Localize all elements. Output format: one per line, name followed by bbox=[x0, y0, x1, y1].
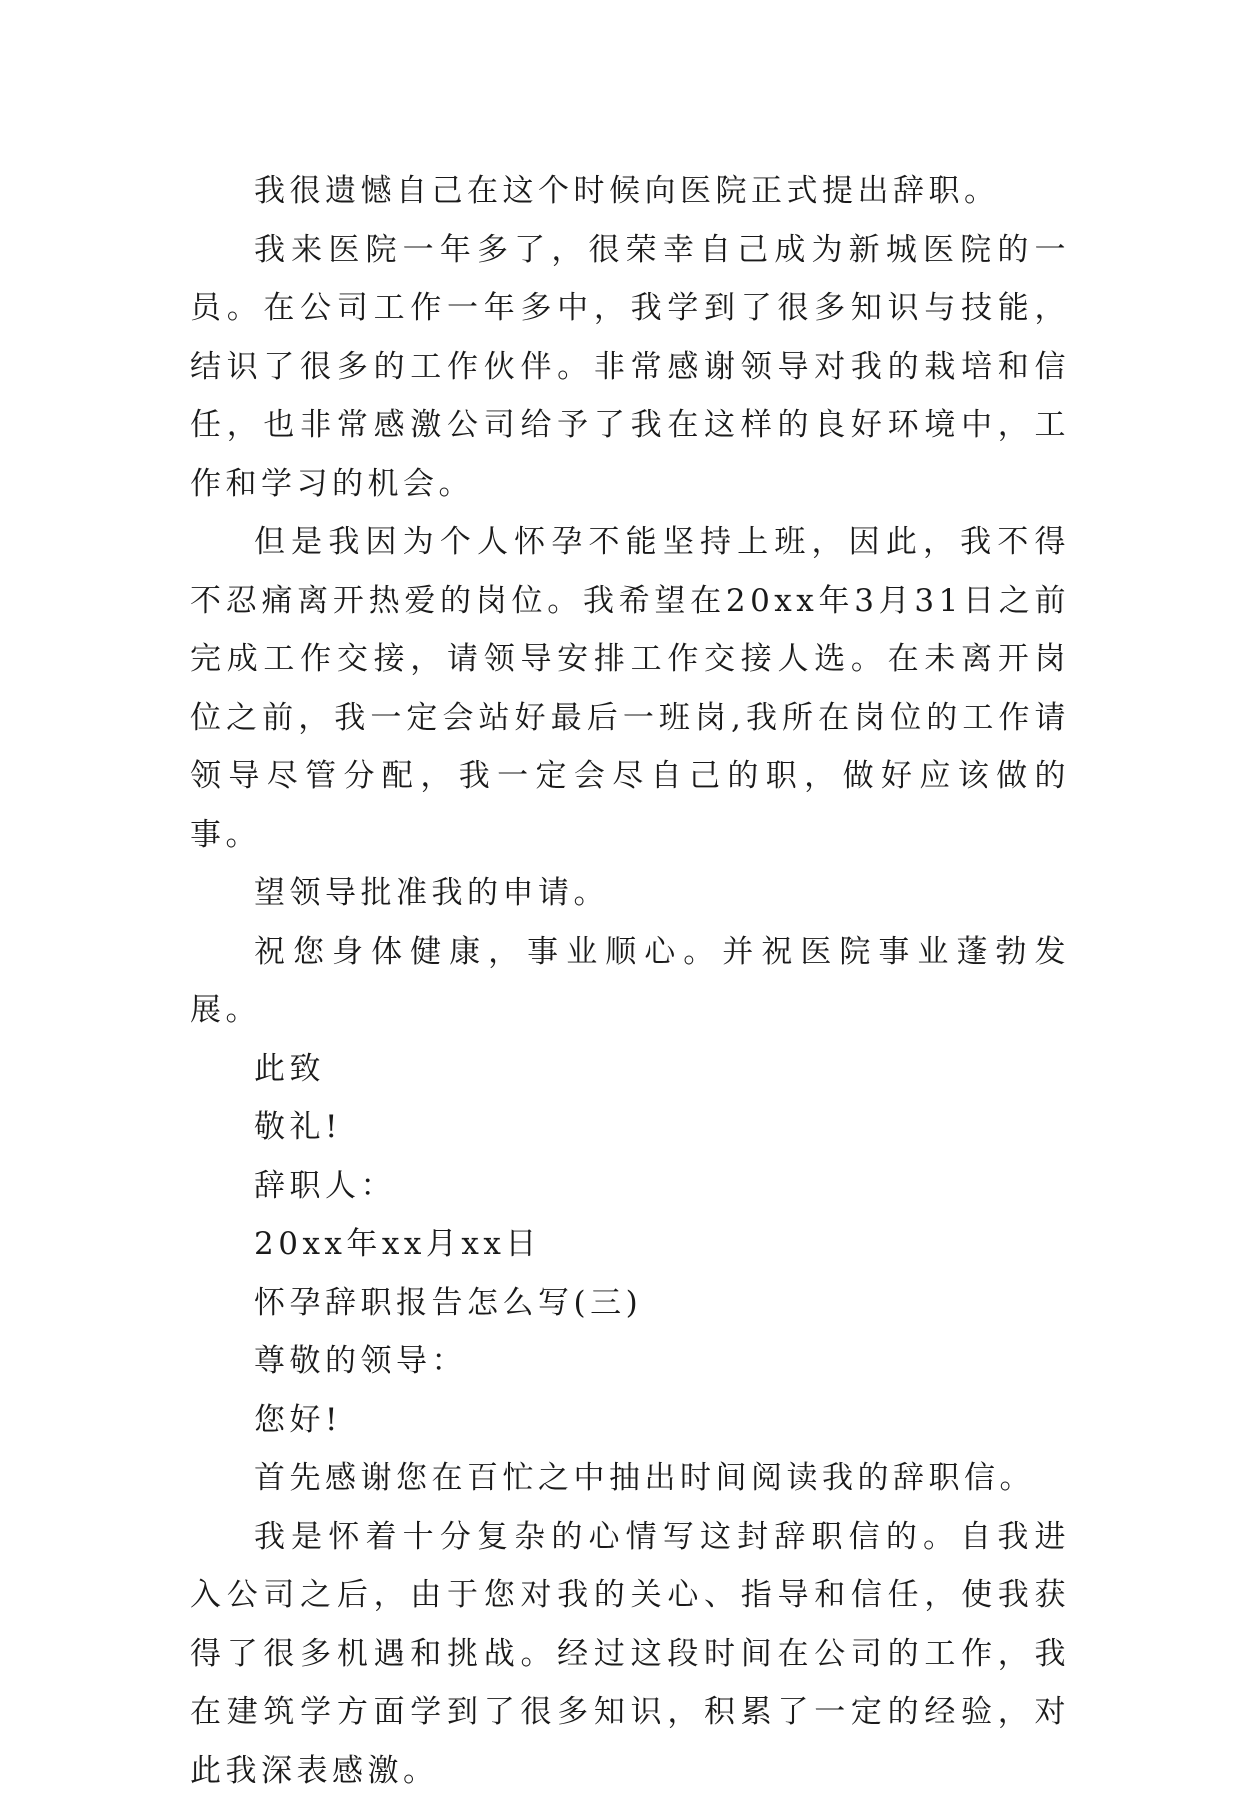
greeting: 您好! bbox=[190, 1391, 1070, 1450]
paragraph-reason: 但是我因为个人怀孕不能坚持上班，因此，我不得不忍痛离开热爱的岗位。我希望在20xx年3月31日之前完成工作交接，请领导安排工作交接人选。在未离开岗位之前，我一定会站好最后一班岗,我所在岗位的工作请领导尽管分配，我一定会尽自己的职，做好应该做的事。 bbox=[190, 513, 1070, 864]
closing-line: 此致 bbox=[190, 1040, 1070, 1099]
paragraph-resignation-statement: 我很遗憾自己在这个时候向医院正式提出辞职。 bbox=[190, 162, 1070, 221]
signer-label: 辞职人： bbox=[190, 1157, 1070, 1216]
date-line: 20xx年xx月xx日 bbox=[190, 1215, 1070, 1274]
closing-salute: 敬礼! bbox=[190, 1098, 1070, 1157]
paragraph-wishes: 祝您身体健康，事业顺心。并祝医院事业蓬勃发展。 bbox=[190, 923, 1070, 1040]
document-body bbox=[190, 162, 1070, 1800]
salutation: 尊敬的领导： bbox=[190, 1332, 1070, 1391]
paragraph-feelings: 我是怀着十分复杂的心情写这封辞职信的。自我进入公司之后，由于您对我的关心、指导和信任，使我获得了很多机遇和挑战。经过这段时间在公司的工作，我在建筑学方面学到了很多知识，积累了一定的经验，对此我深表感激。 bbox=[190, 1508, 1070, 1800]
paragraph-request-approval: 望领导批准我的申请。 bbox=[190, 864, 1070, 923]
section-title: 怀孕辞职报告怎么写(三) bbox=[190, 1274, 1070, 1333]
paragraph-thanks: 首先感谢您在百忙之中抽出时间阅读我的辞职信。 bbox=[190, 1449, 1070, 1508]
paragraph-gratitude: 我来医院一年多了，很荣幸自己成为新城医院的一员。在公司工作一年多中，我学到了很多知识与技能，结识了很多的工作伙伴。非常感谢领导对我的栽培和信任，也非常感激公司给予了我在这样的良好环境中，工作和学习的机会。 bbox=[190, 221, 1070, 514]
